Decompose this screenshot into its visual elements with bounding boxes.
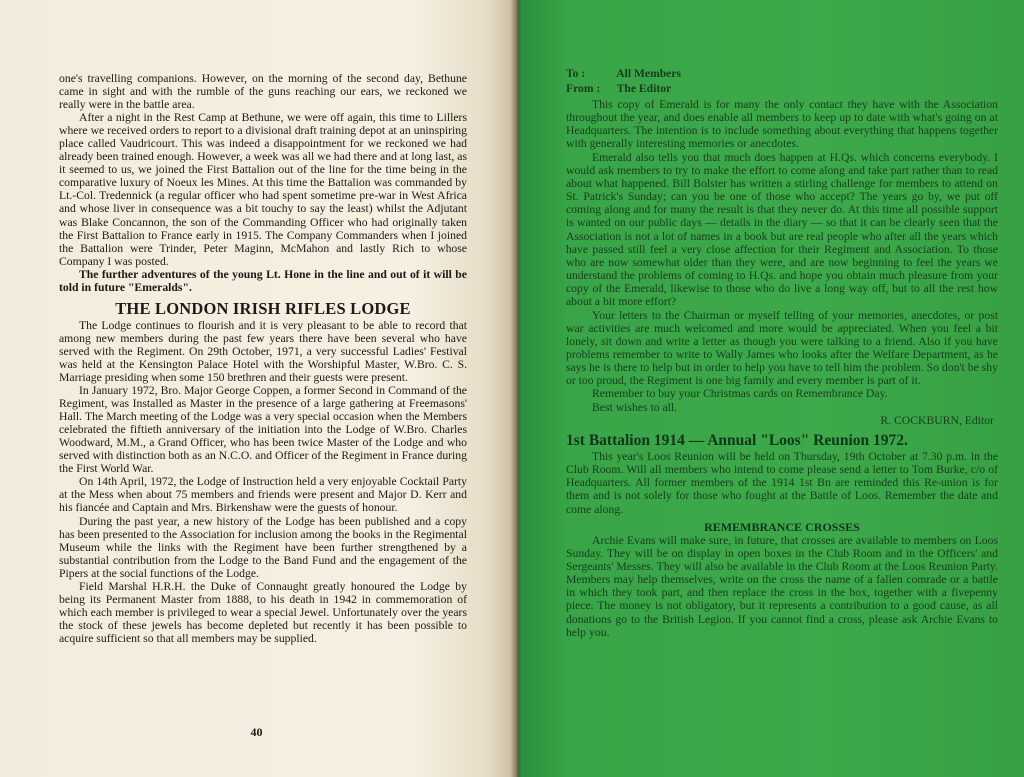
- editor-paragraph: Best wishes to all.: [592, 400, 678, 414]
- memo-to-label: To :: [566, 67, 586, 80]
- lodge-paragraph: Field Marshal H.R.H. the Duke of Connaught greatly honoured the Lodge by being its Permanent Master from 1888, to his death in 1942 in commemoration of which each member is privileged to wear a special Jewel. Unfortunately over the years the stock of these jewels has become depleted but recently it has been possible to acquire sufficient so that all members may be supplied.: [59, 579, 467, 645]
- memo-header: [566, 66, 998, 96]
- continuation-note: The further adventures of the young Lt. Hone in the line and out of it will be told in future "Emeralds".: [59, 267, 467, 294]
- lodge-paragraph: In January 1972, Bro. Major George Coppen, a former Second in Command of the Regiment, was Installed as Master in the presence of a large gathering at Freemasons' Hall. The March meeting of the Lodge was a very special occasion when the Members celebrated the fiftieth anniversary of the initiation into the Lodge of W.Bro. Charles Woodward, M.M., a Grand Officer, who has been twice Master of the Lodge and who served with distinction both as an N.C.O. and Officer of the Regiment in France during the First World War.: [59, 384, 467, 476]
- lodge-paragraph: During the past year, a new history of the Lodge has been published and a copy has been presented to the Association for inclusion among the books in the Regimental Museum while the links with the Regiment have been further strengthened by a substantial contribution from the Lodge to the Band Fund and the engagement of the Pipers at the social functions of the Lodge.: [59, 514, 467, 580]
- lodge-heading: THE LONDON IRISH RIFLES LODGE: [115, 298, 411, 318]
- right-page: [521, 0, 1024, 777]
- editor-paragraph: Your letters to the Chairman or myself telling of your memories, anecdotes, or post war activities are much welcomed and more would be appreciated. When you feel a bit lonely, sit down and write a letter as though you were talking to a friend. Also if you have problems remember to write to Wally James who looks after the Welfare Department, as he says he is there to help but in order to help you have to tell him the problem. So don't be shy or too proud, the Regiment is one big family and every member is part of it.: [566, 308, 998, 388]
- memo-from-value: The Editor: [616, 82, 672, 95]
- right-page-body: [566, 66, 998, 639]
- lodge-paragraph: On 14th April, 1972, the Lodge of Instruction held a very enjoyable Cocktail Party at the Mess when about 75 members and friends were present and Major D. Kerr and his fiancée and Captain and Mrs. Birkenshaw were the guests of honour.: [59, 475, 467, 515]
- crosses-paragraph: Archie Evans will make sure, in future, that crosses are available to members on Loos Sunday. They will be on display in open boxes in the Club Room and in the Officers' and Sergeants' Messes. They will also be available in the Club Room at the Loos Reunion Party. Members may help themselves, write on the cross the name of a fallen comrade or a battle in which they took part, and then replace the cross in the box, together with a fivepenny piece. The money is not obligatory, but it represents a contribution to a good cause, as all donations go to the British Legion. If you cannot find a cross, please ask Archie Evans to help you.: [566, 533, 998, 639]
- memo-from-line: [566, 81, 998, 96]
- crosses-heading: REMEMBRANCE CROSSES: [704, 519, 860, 534]
- page-number: 40: [250, 725, 263, 739]
- reunion-paragraph: This year's Loos Reunion will be held on Thursday, 19th October at 7.30 p.m. in the Club Room. Will all members who intend to come please send a letter to Tom Burke, c/o of Headquarters. All former members of the 1914 1st Bn are reminded this Re-union is for them and is not solely for those who fought at the Battle of Loos. Remember the date and come along.: [566, 449, 998, 516]
- lodge-paragraph: The Lodge continues to flourish and it is very pleasant to be able to record that among new members during the past few years there have been several who have served with the Regiment. On 29th October, 1971, a very successful Ladies' Festival was held at the Kensington Palace Hotel with the Worshipful Master, W.Bro. C. S. Marriage presiding when some 150 brethren and their guests were present.: [59, 318, 467, 384]
- memo-from-label: From :: [566, 82, 601, 95]
- story-paragraph: After a night in the Rest Camp at Bethune, we were off again, this time to Lillers where we received orders to report to a divisional draft training depot at an uninspiring place called Vaudricourt. This was indeed a disappointment for we reckoned we had already been trained enough. However, a week was all we had there and at long last, as it seemed to us, we joined the First Battalion out of the line for the time being in the comparative luxury of Noeux les Mines. At this time the Battalion was commanded by Lt.-Col. Tredennick (a regular officer who had spent sometime pre-war in West Africa and whose liver in consequence was a bit touchy to say the least) whilst the Adjutant was Blake Concannon, the son of the Commanding Officer who had originally taken the First Battalion to France early in 1915. The Company Commanders when I joined the Battalion were Trinder, Peter Maginn, McMahon and lastly Rich to whose Company I was posted.: [59, 111, 467, 268]
- story-paragraph: one's travelling companions. However, on the morning of the second day, Bethune came in sight and with the rumble of the guns reaching our ears, we reckoned we really were in the battle area.: [59, 72, 467, 112]
- editor-paragraph: Remember to buy your Christmas cards on Remembrance Day.: [592, 387, 888, 401]
- editor-paragraph: This copy of Emerald is for many the only contact they have with the Association throughout the year, and does enable all members to keep up to date with what's going on at Headquarters. The intention is to include something about everything that happens together with generally interesting memories or anecdotes.: [566, 98, 998, 151]
- left-page-body: [59, 72, 467, 645]
- editor-signature: R. COCKBURN, Editor: [880, 413, 994, 427]
- memo-to-line: [566, 66, 998, 81]
- memo-to-value: All Members: [616, 67, 681, 80]
- editor-paragraph: Emerald also tells you that much does happen at H.Qs. which concerns everybody. I would ask members to try to make the effort to come along and take part rather than to read about what happened. Bill Bolster has written a stirling challenge for members to attend on St. Patrick's Sunday; can you be one of those who accept? The years go by, we put off coming along and for many the result is that they never do. At this time all possible support is wanted on our public days — details in the diary — so that it can be clearly seen that the Association is not a lot of names in a book but are real people who after all the years which have passed still feel a very close affection for their Regiment and Association. To those who are now somewhat older than they were, and are now beginning to feel the years we understand the problems of coming to H.Qs. and hope you obtain much pleasure from your copy of the Emerald, likewise to those who do live a long way off, but to all the rest how about a bit more effort?: [566, 150, 998, 309]
- reunion-heading: 1st Battalion 1914 — Annual "Loos" Reunion 1972.: [566, 431, 908, 449]
